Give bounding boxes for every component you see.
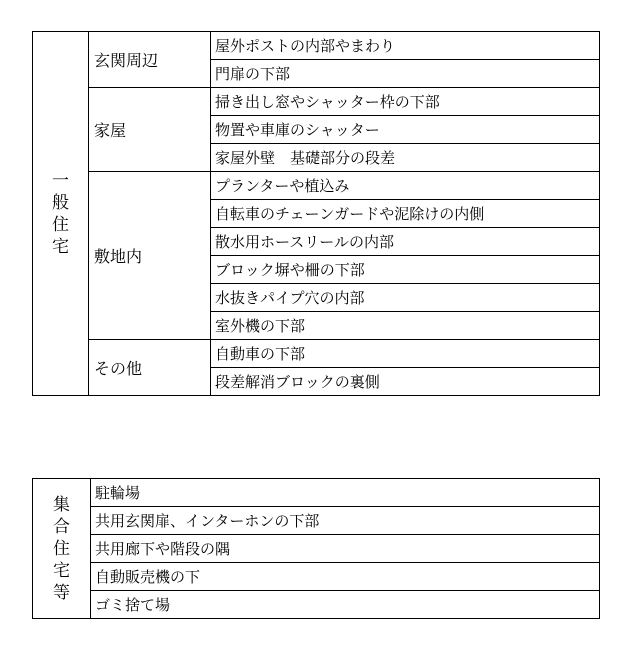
category-apartment-housing: 集 合 住 宅 等 xyxy=(33,479,91,619)
table-cell-item: 散水用ホースリールの内部 xyxy=(211,228,600,256)
table-cell-item: 段差解消ブロックの裏側 xyxy=(211,368,600,396)
general-housing-table xyxy=(32,31,600,396)
area-entrance: 玄関周辺 xyxy=(89,32,211,88)
table-cell-item: プランターや植込み xyxy=(211,172,600,200)
table-cell-item: 自転車のチェーンガードや泥除けの内側 xyxy=(211,200,600,228)
category-general-housing: 一 般 住 宅 xyxy=(33,32,89,396)
area-other: その他 xyxy=(89,340,211,396)
table-cell-item: 水抜きパイプ穴の内部 xyxy=(211,284,600,312)
table-cell-item: 家屋外壁 基礎部分の段差 xyxy=(211,144,600,172)
table-cell-item: ブロック塀や柵の下部 xyxy=(211,256,600,284)
table-cell-item: 共用玄関扉、インターホンの下部 xyxy=(91,507,600,535)
table-cell-item: 自動車の下部 xyxy=(211,340,600,368)
table-cell-item: 屋外ポストの内部やまわり xyxy=(211,32,600,60)
table-cell-item: 門扉の下部 xyxy=(211,60,600,88)
table-cell-item: 自動販売機の下 xyxy=(91,563,600,591)
table-cell-item: 掃き出し窓やシャッター枠の下部 xyxy=(211,88,600,116)
area-house: 家屋 xyxy=(89,88,211,172)
table-cell-item: 室外機の下部 xyxy=(211,312,600,340)
table-cell-item: 共用廊下や階段の隅 xyxy=(91,535,600,563)
area-premises: 敷地内 xyxy=(89,172,211,340)
table-cell-item: 物置や車庫のシャッター xyxy=(211,116,600,144)
table-cell-item: ゴミ捨て場 xyxy=(91,591,600,619)
apartment-housing-table xyxy=(32,478,600,619)
table-cell-item: 駐輪場 xyxy=(91,479,600,507)
